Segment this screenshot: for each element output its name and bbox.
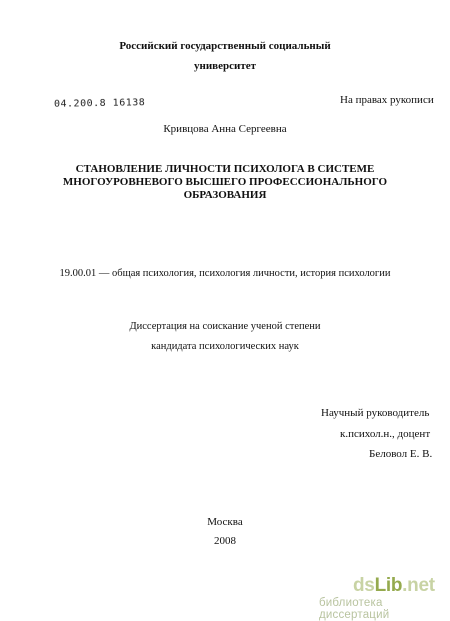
watermark-logo-part-ds: ds xyxy=(353,575,375,596)
degree-line-1: Диссертация на соискание ученой степени xyxy=(129,321,321,332)
author-name: Кривцова Анна Сергеевна xyxy=(163,123,287,135)
institution-line-2: университет xyxy=(193,60,257,72)
watermark-subtitle: библиотека диссертаций xyxy=(319,597,390,621)
archive-code-stamp: 04.200.8 16138 xyxy=(53,97,146,110)
institution-line-1: Российский государственный социальный xyxy=(119,40,331,52)
title-line-3: ОБРАЗОВАНИЯ xyxy=(183,189,267,201)
degree-line-2: кандидата психологических наук xyxy=(151,341,299,352)
title-line-2: МНОГОУРОВНЕВОГО ВЫСШЕГО ПРОФЕССИОНАЛЬНОГО xyxy=(62,176,388,188)
supervisor-name: Беловол Е. В. xyxy=(369,448,433,460)
title-line-1: СТАНОВЛЕНИЕ ЛИЧНОСТИ ПСИХОЛОГА В СИСТЕМЕ xyxy=(75,163,375,175)
year: 2008 xyxy=(214,535,236,547)
supervisor-label: Научный руководитель xyxy=(321,407,430,419)
city: Москва xyxy=(207,516,243,528)
rights-note: На правах рукописи xyxy=(340,94,434,106)
supervisor-degree: к.психол.н., доцент xyxy=(340,428,431,440)
specialty-line: 19.00.01 — общая психология, психология личности, история психологии xyxy=(59,268,391,279)
watermark-logo-part-net: .net xyxy=(402,575,435,596)
watermark-logo xyxy=(353,575,435,597)
watermark-logo-part-lib: Lib xyxy=(374,575,403,596)
